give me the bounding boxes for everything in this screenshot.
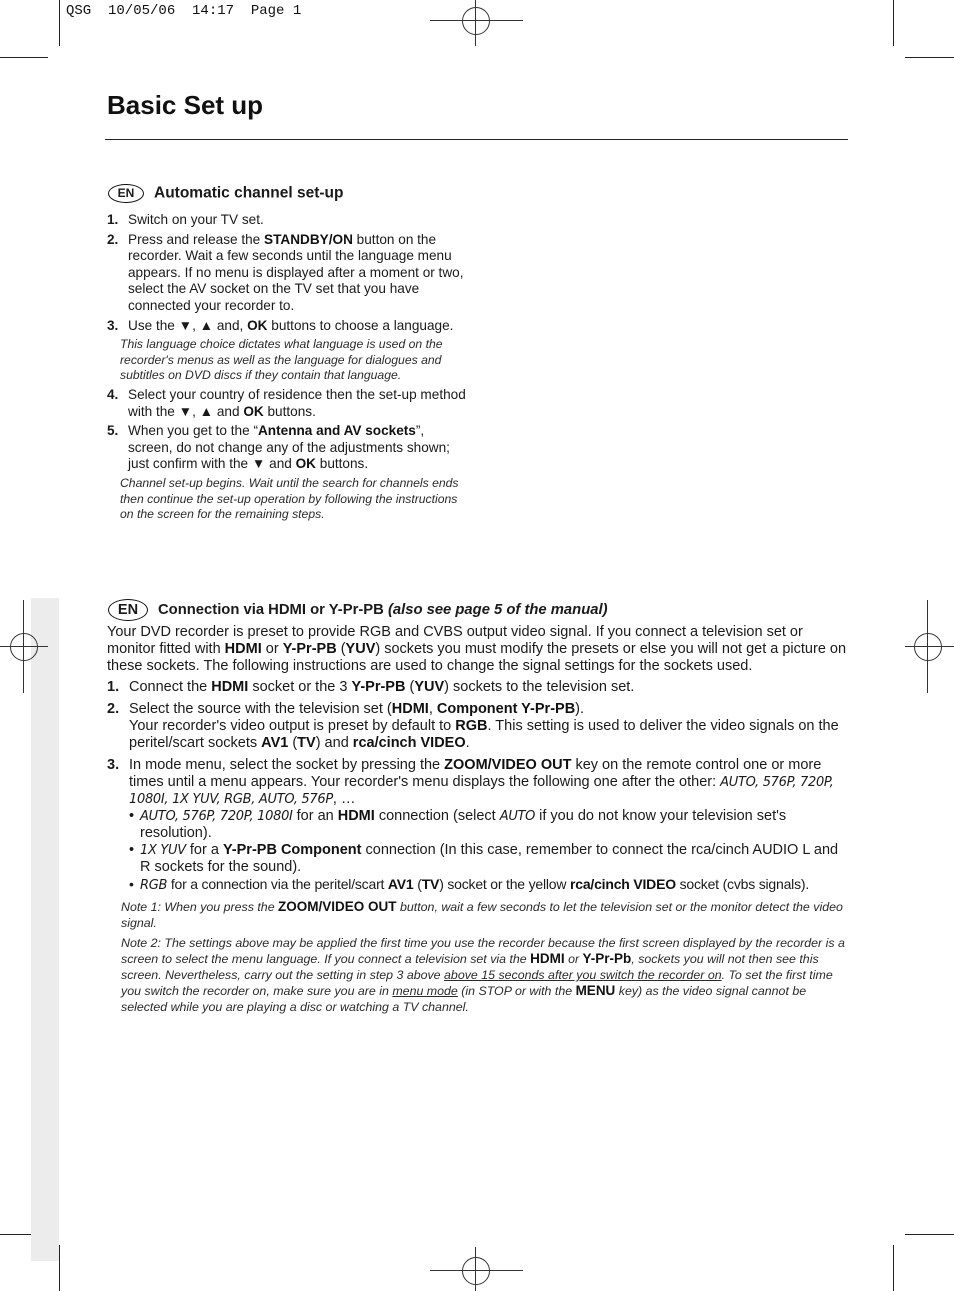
crop-mark-top-right-h — [905, 57, 954, 58]
step-1: 1. Connect the HDMI socket or the 3 Y-Pr-PB (YUV) sockets to the television set. — [107, 679, 635, 695]
note-2: Note 2: The settings above may be applied the first time you use the recorder because the first screen displayed by the recorder is a screen to select the menu language. If you connect a television set via the HDMI or Y-Pr-Pb, sockets you will not then see this screen. Nevertheless, carry out the setting in step 3 above above 15 seconds after you switch the recorder on. To set the first time you switch the recorder on, make sure you are in menu mode (in STOP or with the MENU key) as the video signal cannot be selected while you are playing a disc or watching a TV channel. — [121, 936, 845, 1014]
note-channel-setup: Channel set-up begins. Wait until the search for channels ends then continue the set-up operation by following the instructions on the screen for the remaining steps. — [120, 475, 459, 522]
section-hdmi-heading — [108, 599, 608, 621]
title-rule — [105, 139, 848, 140]
intro-paragraph: Your DVD recorder is preset to provide RGB and CVBS output video signal. If you connect a television set or monitor fitted with HDMI or Y-Pr-PB (YUV) sockets you must modify the presets or else you will not get a picture on these sockets. The following instructions are used to change the signal settings for the sockets used. — [107, 624, 847, 674]
section-automatic-channel-heading — [108, 184, 343, 203]
step-5: 5. When you get to the “Antenna and AV sockets”, screen, do not change any of the adjustments shown; just confirm with the ▼ and OK buttons. — [107, 423, 450, 472]
page-title: Basic Set up — [107, 90, 264, 120]
language-badge: EN — [108, 184, 144, 203]
step-4: 4. Select your country of residence then the set-up method with the ▼, ▲ and OK buttons. — [107, 386, 466, 419]
step-3: 3. Use the ▼, ▲ and, OK buttons to choose a language. — [107, 317, 454, 333]
section-automatic-channel-steps — [107, 212, 469, 526]
crop-mark-top-left-h — [0, 57, 48, 58]
print-slug: QSG 10/05/06 14:17 Page 1 — [66, 3, 302, 19]
section-hdmi-body — [107, 624, 850, 1019]
section-heading-text: Automatic channel set-up — [154, 184, 344, 202]
section-heading-text: Connection via HDMI or Y-Pr-PB — [158, 601, 384, 618]
step-3: 3. In mode menu, select the socket by pressing the ZOOM/VIDEO OUT key on the remote control one or more times until a menu appears. Your recorder's menu displays the following one after the other: AUTO, 576P, 720P, 1080I, 1X YUV, RGB, AUTO, 576P, … • AUTO, 576P, 720P, 1080I for an HDMI connection (select AUTO if you do not know your television set's resolution). • 1X YUV for a Y-Pr-PB Component connection (In this case, remember to connect the rca/cinch AUDIO L and R sockets for the sound). • RGB for a connection via the peritel/scart AV1 (TV) socket or the yellow rca/cinch VIDEO socket (cvbs signals). — [107, 757, 850, 894]
crop-mark-bottom-left-v — [59, 1245, 60, 1291]
note-1: Note 1: When you press the ZOOM/VIDEO OUT button, wait a few seconds to let the television set or the monitor detect the video signal. — [121, 899, 843, 930]
bullet-hdmi: • AUTO, 576P, 720P, 1080I for an HDMI connection (select AUTO if you do not know your television set's resolution). — [129, 808, 787, 841]
language-badge: EN — [108, 599, 148, 621]
side-gray-bar — [31, 598, 59, 1261]
step-2: 2. Press and release the STANDBY/ON button on the recorder. Wait a few seconds until the language menu appears. If no menu is displayed after a moment or two, select the AV socket on the TV set that you have connected your recorder to. — [107, 231, 464, 313]
crop-mark-top-left-v — [59, 0, 60, 46]
section-heading-reference: (also see page 5 of the manual) — [387, 601, 608, 618]
crop-mark-bottom-right-v — [893, 1245, 894, 1291]
step-2: 2. Select the source with the television set (HDMI, Component Y-Pr-PB). Your recorder's video output is preset by default to RGB. This setting is used to deliver the video signals on the peritel/scart sockets AV1 (TV) and rca/cinch VIDEO. — [107, 701, 839, 751]
step-1: 1. Switch on your TV set. — [107, 212, 264, 227]
crop-mark-top-right-v — [893, 0, 894, 46]
note-language-choice: This language choice dictates what language is used on the recorder's menus as well as the language for dialogues and subtitles on DVD discs if they contain that language. — [120, 337, 443, 383]
bullet-rgb: • RGB for a connection via the peritel/scart AV1 (TV) socket or the yellow rca/cinch VIDEO socket (cvbs signals). — [129, 876, 810, 893]
crop-mark-bottom-right-h — [905, 1234, 954, 1235]
bullet-yuv: • 1X YUV for a Y-Pr-PB Component connection (In this case, remember to connect the rca/cinch AUDIO L and R sockets for the sound). — [129, 842, 839, 875]
